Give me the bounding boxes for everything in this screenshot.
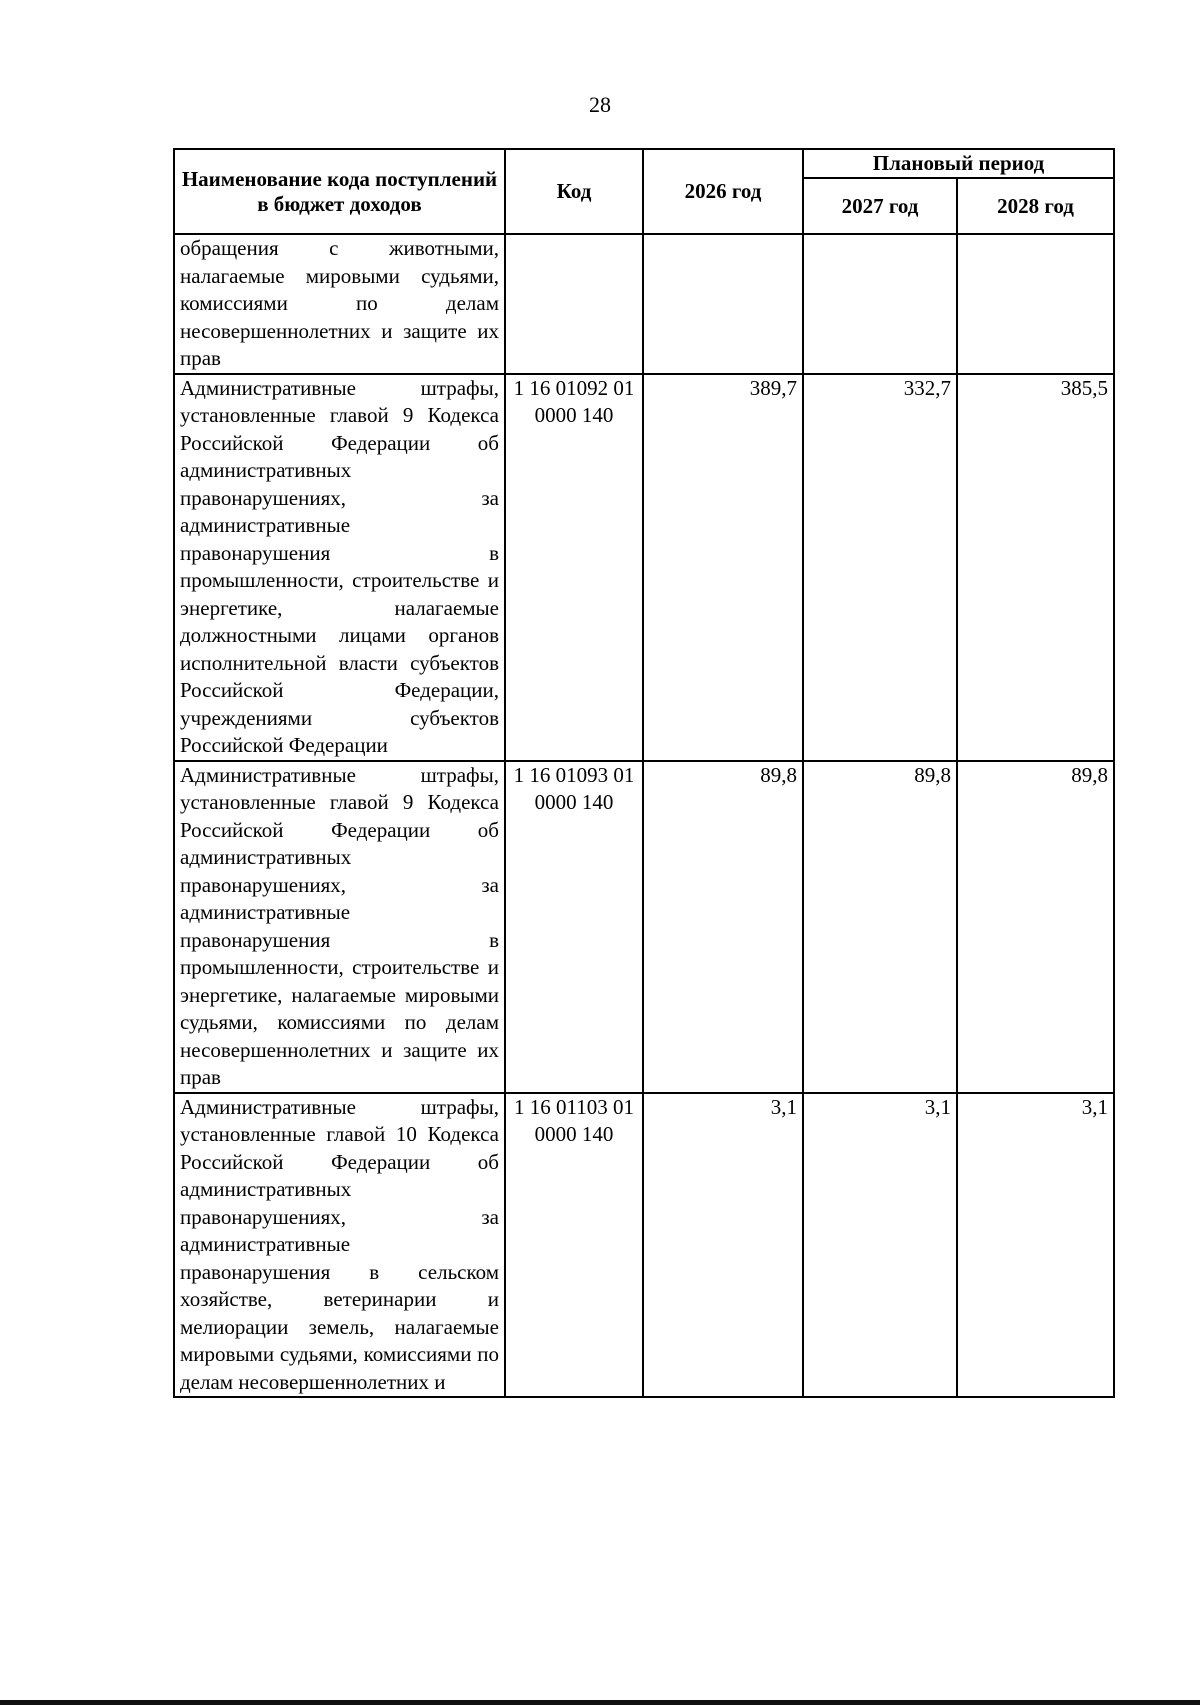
- row-code: [505, 234, 643, 374]
- row-value-2026: 389,7: [643, 374, 803, 761]
- revenue-table: [173, 148, 1115, 1398]
- row-value-2027: 3,1: [803, 1093, 957, 1398]
- row-value-2027: 332,7: [803, 374, 957, 761]
- header-year-2027: 2027 год: [803, 178, 957, 234]
- row-code: 1 16 01092 01 0000 140: [505, 374, 643, 761]
- table-row: [174, 1093, 1114, 1398]
- row-value-2026: 3,1: [643, 1093, 803, 1398]
- row-value-2028: 385,5: [957, 374, 1114, 761]
- header-year-2028: 2028 год: [957, 178, 1114, 234]
- row-value-2028: 3,1: [957, 1093, 1114, 1398]
- header-code: Код: [505, 149, 643, 234]
- row-name: Административные штрафы, установленные главой 9 Кодекса Российской Федерации об административных правонарушениях, за административные правонарушения в промышленности, строительстве и энергетике, налагаемые мировыми судьями, комиссиями по делам несовершеннолетних и защите их прав: [174, 761, 505, 1093]
- page-number: 28: [589, 92, 611, 117]
- row-value-2028: [957, 234, 1114, 374]
- header-year-2026: 2026 год: [643, 149, 803, 234]
- table-row: [174, 234, 1114, 374]
- row-value-2028: 89,8: [957, 761, 1114, 1093]
- row-code: 1 16 01103 01 0000 140: [505, 1093, 643, 1398]
- row-name: обращения с животными, налагаемые мировыми судьями, комиссиями по делам несовершеннолетних и защите их прав: [174, 234, 505, 374]
- table-row: [174, 374, 1114, 761]
- row-value-2027: [803, 234, 957, 374]
- row-value-2026: 89,8: [643, 761, 803, 1093]
- table-header-row: [174, 149, 1114, 178]
- scan-bottom-edge: [0, 1700, 1200, 1705]
- row-value-2026: [643, 234, 803, 374]
- row-name: Административные штрафы, установленные главой 9 Кодекса Российской Федерации об административных правонарушениях, за административные правонарушения в промышленности, строительстве и энергетике, налагаемые должностными лицами органов исполнительной власти субъектов Российской Федерации, учреждениями субъектов Российской Федерации: [174, 374, 505, 761]
- row-code: 1 16 01093 01 0000 140: [505, 761, 643, 1093]
- header-plan-period: Плановый период: [803, 149, 1114, 178]
- header-name: Наименование кода поступлений в бюджет доходов: [174, 149, 505, 234]
- table-row: [174, 761, 1114, 1093]
- row-name: Административные штрафы, установленные главой 10 Кодекса Российской Федерации об административных правонарушениях, за административные правонарушения в сельском хозяйстве, ветеринарии и мелиорации земель, налагаемые мировыми судьями, комиссиями по делам несовершеннолетних и: [174, 1093, 505, 1398]
- row-value-2027: 89,8: [803, 761, 957, 1093]
